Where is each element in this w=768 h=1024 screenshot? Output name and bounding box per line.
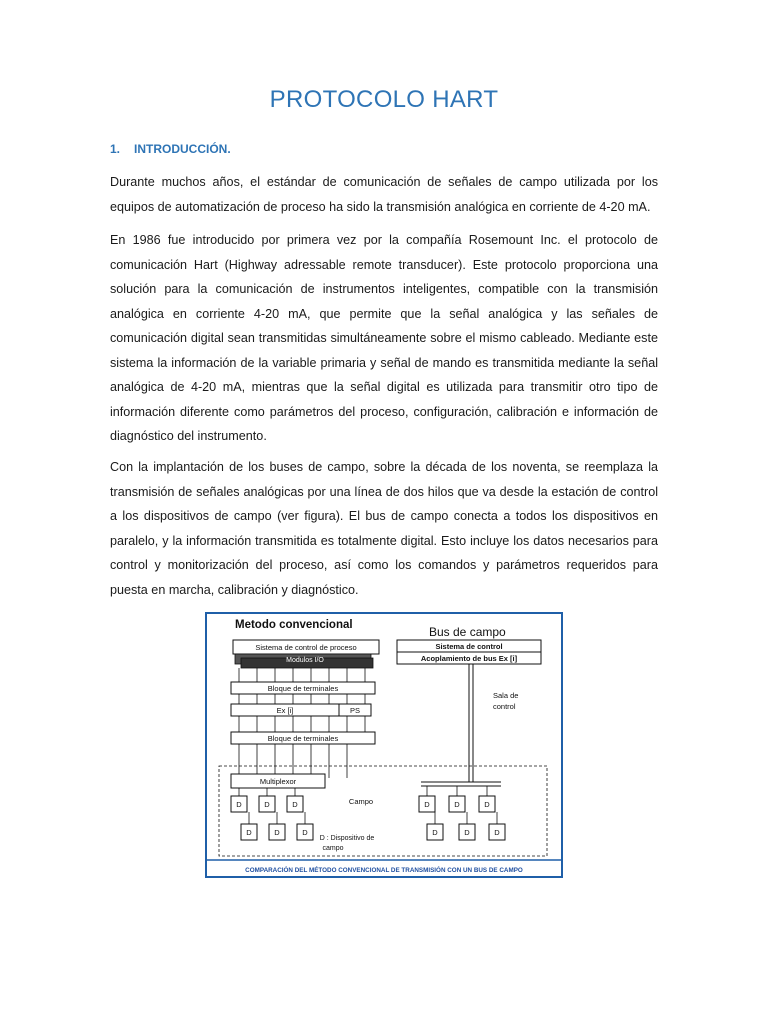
terminal-block-1-label: Bloque de terminales — [267, 684, 339, 693]
device-letter: D — [424, 800, 430, 809]
ps-label: PS — [349, 706, 361, 715]
device-letter: D — [292, 800, 298, 809]
legend-line-1: D : Dispositivo de — [319, 835, 375, 842]
right-devices-row1 — [419, 796, 495, 812]
device-letter: D — [432, 828, 438, 837]
comparison-figure — [205, 612, 563, 880]
device-letter: D — [302, 828, 308, 837]
right-title: Bus de campo — [429, 625, 506, 639]
multiplexor-label: Multiplexor — [259, 777, 297, 786]
ex-label: Ex [i] — [276, 706, 294, 715]
section-heading — [110, 142, 231, 156]
paragraph-2: En 1986 fue introducido por primera vez por la compañía Rosemount Inc. el protocolo de comunicación Hart (Highway adressable remote transducer). Este protocolo proporciona una solución para la comunicación de instrumentos inteligentes, compatible con la transmisión analógica en corriente 4-20 mA, que permite que la señal analógica y las señales de comunicación digital sean transmitidas simultáneamente sobre el mismo cableado. Mediante este sistema la información de la variable primaria y señal de mando es transmitida mediante la señal analógica de 4-20 mA, mientras que la señal digital es utilizada para transmitir otro tipo de información diferente como parámetros del proceso, configuración, calibración e información de diagnóstico del instrumento. — [110, 233, 658, 443]
device-letter: D — [494, 828, 500, 837]
document-title: PROTOCOLO HART — [269, 86, 499, 113]
paragraph-3: Con la implantación de los buses de campo, sobre la década de los noventa, se reemplaza la transmisión de señales analógicas por una línea de dos hilos que va desde la estación de control a los dispositivos de campo (ver figura). El bus de campo conecta a todos los dispositivos en paralelo, y la información transmitida es totalmente digital. Esto incluye los datos necesarios para control y monitorización del proceso, así como los comandos y parámetros requeridos para puesta en marcha, calibración y diagnóstico. — [110, 460, 658, 597]
device-letter: D — [264, 800, 270, 809]
left-system-label: Sistema de control de proceso — [255, 643, 357, 652]
sala-label-1: Sala de — [493, 691, 519, 700]
device-letter: D — [464, 828, 470, 837]
legend-line-2: campo — [322, 845, 344, 852]
left-title: Metodo convencional — [235, 619, 353, 631]
right-system-label: Sistema de control — [435, 642, 503, 651]
sala-label-2: control — [493, 702, 516, 711]
device-letter: D — [454, 800, 460, 809]
right-devices-row2 — [427, 824, 505, 840]
io-modules-label: Modulos I/O — [286, 657, 324, 664]
paragraph-1: Durante muchos años, el estándar de comunicación de señales de campo utilizada por los equipos de automatización de proceso ha sido la transmisión analógica en corriente de 4-20 mA. — [110, 175, 658, 214]
device-letter: D — [246, 828, 252, 837]
device-letter: D — [274, 828, 280, 837]
left-devices-row1 — [231, 796, 303, 812]
section-title: INTRODUCCIÓN. — [134, 142, 231, 156]
figure-caption: COMPARACIÓN DEL MÉTODO CONVENCIONAL DE TRANSMISIÓN CON UN BUS DE CAMPO — [245, 867, 523, 874]
campo-label: Campo — [348, 797, 374, 806]
left-devices-row2 — [241, 824, 313, 840]
bus-coupling-label: Acoplamiento de bus Ex [i] — [420, 654, 518, 663]
section-number: 1. — [110, 142, 121, 156]
device-letter: D — [484, 800, 490, 809]
terminal-block-2-label: Bloque de terminales — [267, 734, 339, 743]
device-letter: D — [236, 800, 242, 809]
